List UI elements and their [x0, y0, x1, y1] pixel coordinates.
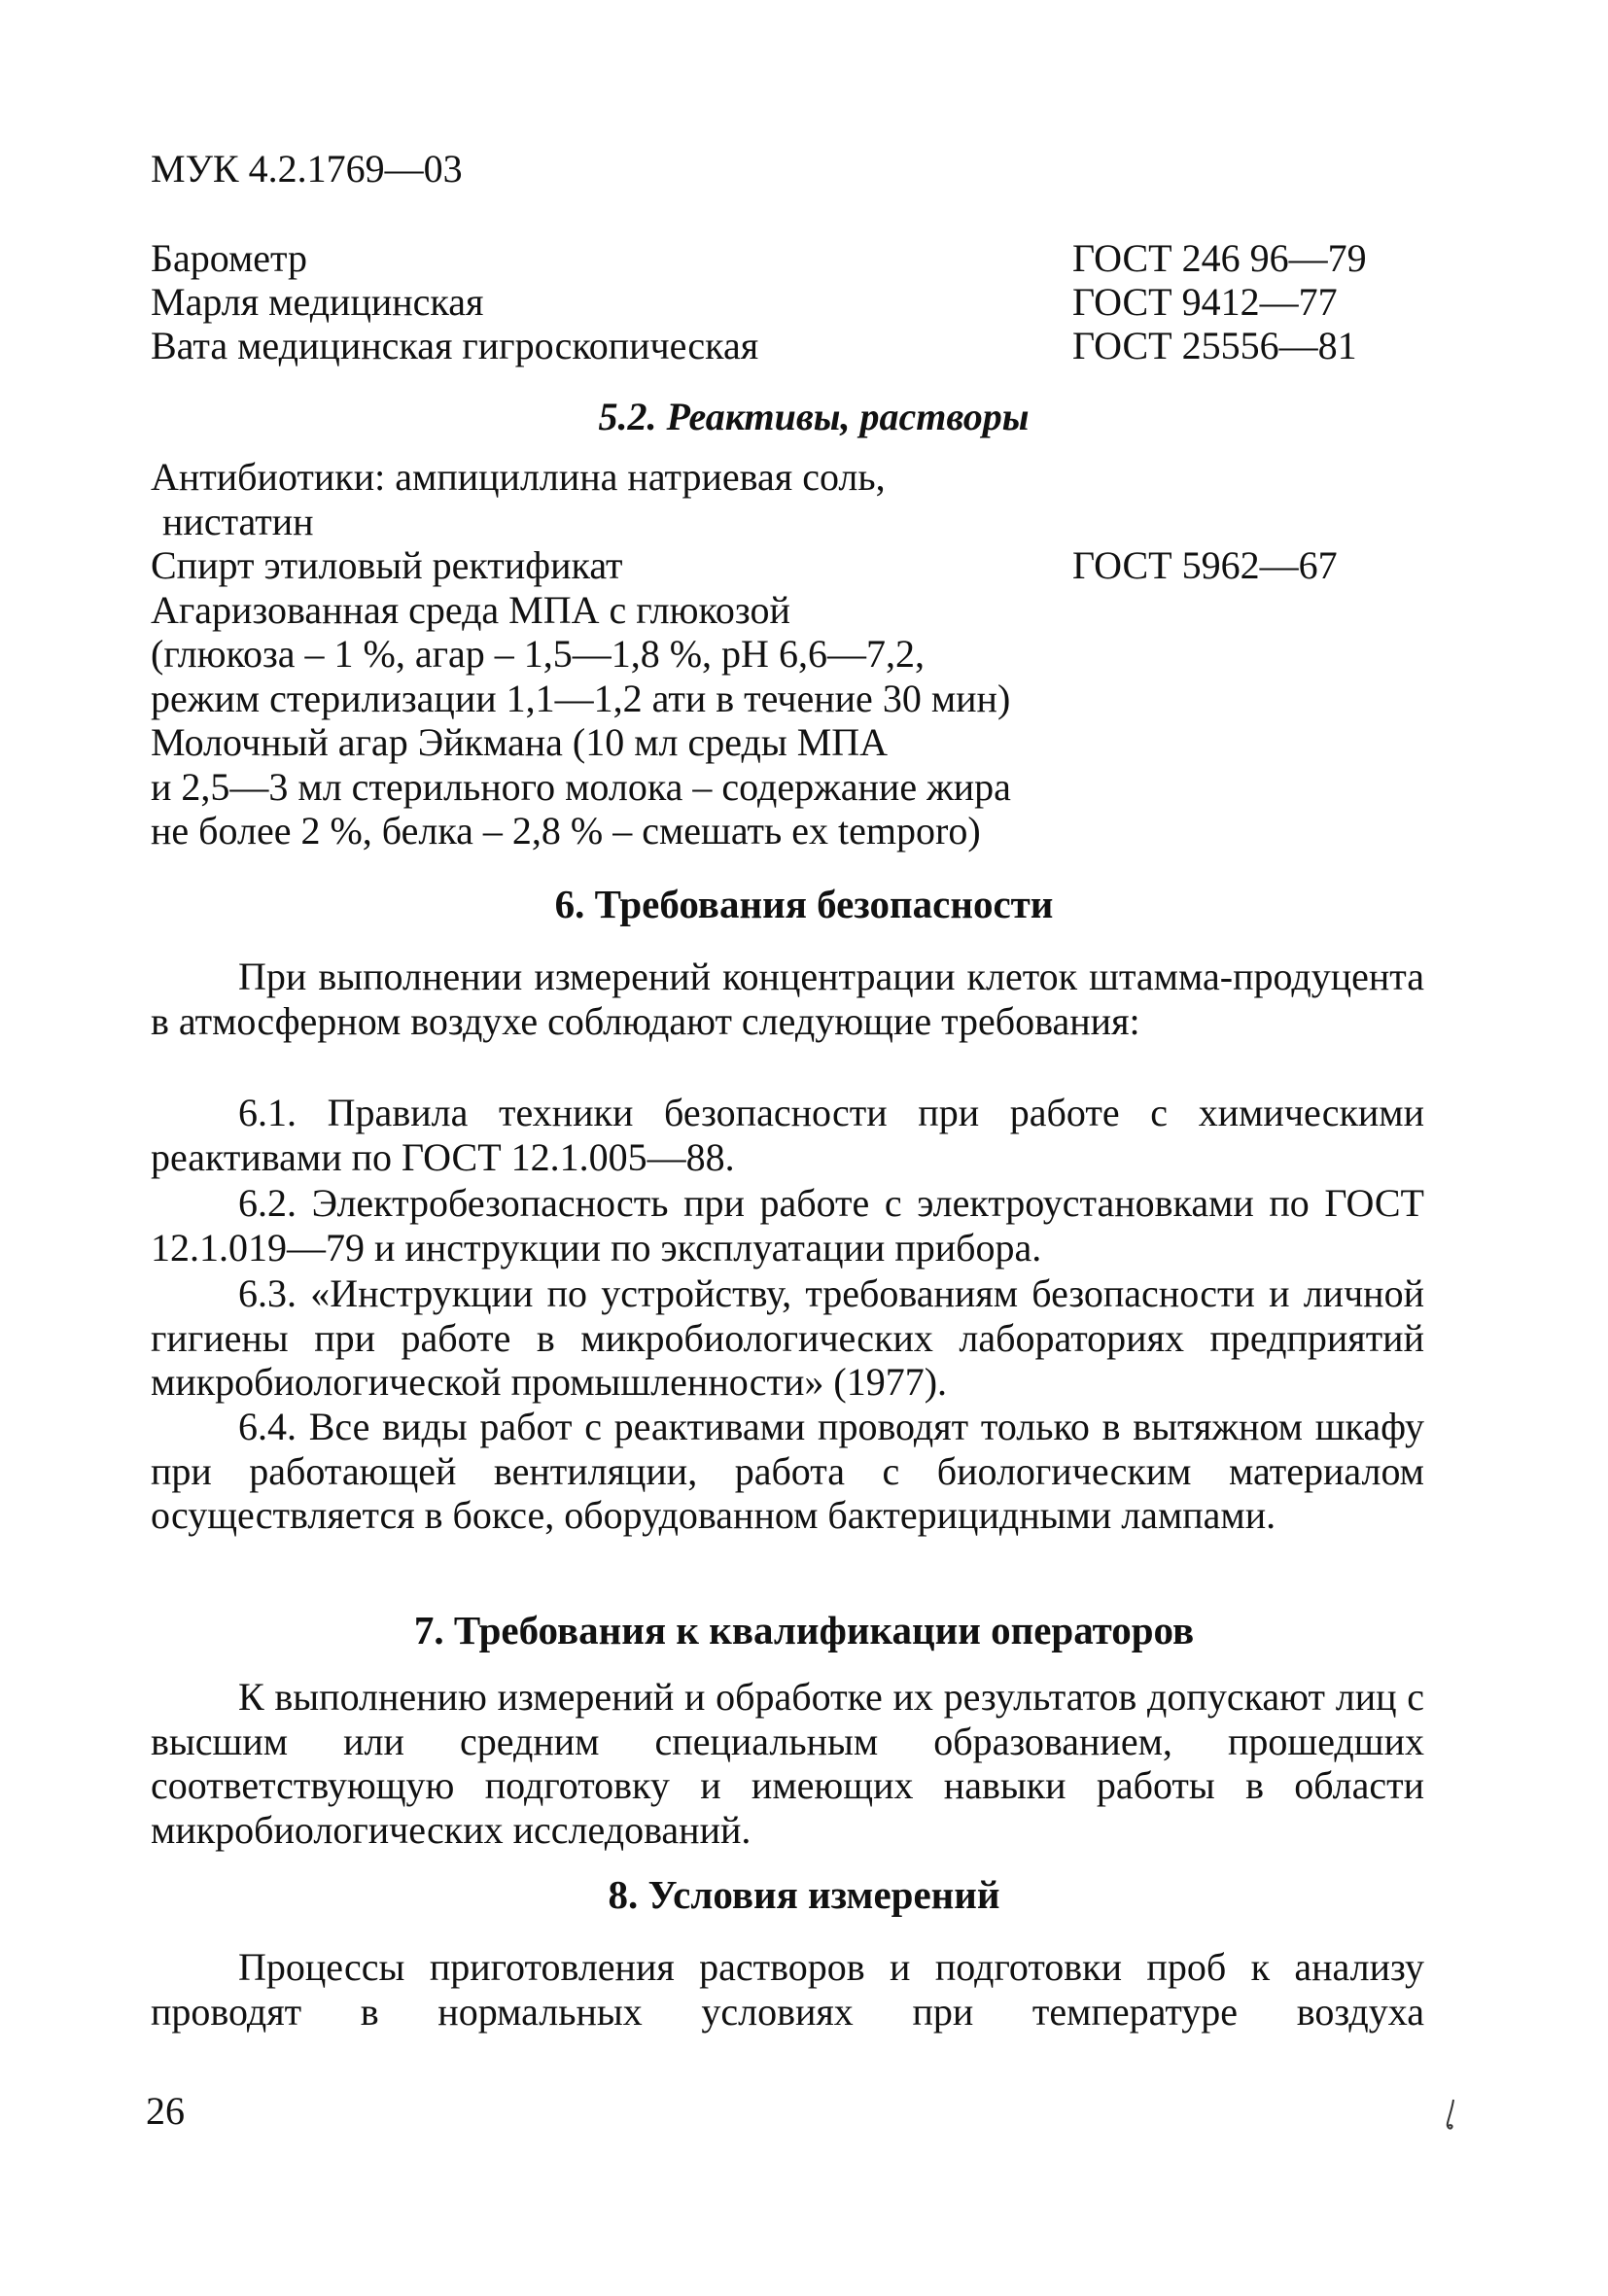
- reagent-line: режим стерилизации 1,1—1,2 ати в течение 30 мин): [151, 676, 1011, 720]
- material-standard: ГОСТ 25556—81: [1072, 324, 1357, 367]
- section-7-text: К выполнению измерений и обработке их результатов допускают лиц с высшим или средним специальным образованием, прошедших соответствующую подготовку и имеющих навыки работы в области микробиологических исследований.: [151, 1675, 1424, 1852]
- material-standard: ГОСТ 9412—77: [1072, 280, 1338, 324]
- material-row: [151, 280, 1405, 324]
- section-8-title: 8. Условия измерений: [608, 1872, 1000, 1917]
- pen-mark-icon: [1442, 2098, 1461, 2137]
- reagents-heading-text: 5.2. Реактивы, растворы: [598, 395, 1030, 438]
- materials-list: [151, 236, 1405, 367]
- section-6-item-3: 6.3. «Инструкции по устройству, требованиям безопасности и личной гигиены при работе в микробиологических лабораториях предприятий микробиологической промышленности» (1977).: [151, 1271, 1424, 1404]
- section-6-title: 6. Требования безопасности: [554, 882, 1054, 926]
- page-number: 26: [146, 2089, 185, 2133]
- material-name: Барометр: [151, 236, 307, 280]
- reagent-line: (глюкоза – 1 %, агар – 1,5—1,8 %, рН 6,6—7,2,: [151, 632, 925, 676]
- material-standard: ГОСТ 246 96—79: [1072, 236, 1367, 280]
- section-7-title: 7. Требования к квалификации операторов: [413, 1608, 1195, 1652]
- reagent-standard: ГОСТ 5962—67: [1072, 543, 1338, 587]
- reagent-line: Молочный агар Эйкмана (10 мл среды МПА: [151, 720, 889, 764]
- reagent-line: нистатин: [162, 499, 314, 543]
- section-6-intro: При выполнении измерений концентрации клеток штамма-продуцента в атмосферном воздухе соблюдают следующие требования:: [151, 955, 1424, 1043]
- reagent-line: Агаризованная среда МПА с глюкозой: [151, 587, 790, 632]
- material-name: Вата медицинская гигроскопическая: [151, 324, 759, 367]
- reagent-line-text: Спирт этиловый ректификат: [151, 543, 623, 587]
- material-row: [151, 324, 1405, 367]
- document-code: МУК 4.2.1769—03: [151, 147, 463, 191]
- reagents-heading: [0, 394, 1608, 439]
- reagent-line: [151, 543, 1405, 588]
- reagent-line: и 2,5—3 мл стерильного молока – содержание жира: [151, 764, 1011, 809]
- section-6-item-1: 6.1. Правила техники безопасности при работе с химическими реактивами по ГОСТ 12.1.005—88.: [151, 1091, 1424, 1179]
- material-name: Марля медицинская: [151, 280, 484, 324]
- reagent-line: Антибиотики: ампициллина натриевая соль,: [151, 455, 886, 499]
- material-row: [151, 236, 1405, 280]
- reagent-line: не более 2 %, белка – 2,8 % – смешать ex temporo): [151, 809, 981, 852]
- section-6-item-2: 6.2. Электробезопасность при работе с электроустановками по ГОСТ 12.1.019—79 и инструкции по эксплуатации прибора.: [151, 1181, 1424, 1270]
- section-6-item-4: 6.4. Все виды работ с реактивами проводят только в вытяжном шкафу при работающей вентиляции, работа с биологическим материалом осуществляется в боксе, оборудованном бактерицидными лампами.: [151, 1405, 1424, 1537]
- section-8-text: Процессы приготовления растворов и подготовки проб к анализу проводят в нормальных условиях при температуре воздуха: [151, 1945, 1424, 2034]
- reagents-list: [151, 455, 1405, 853]
